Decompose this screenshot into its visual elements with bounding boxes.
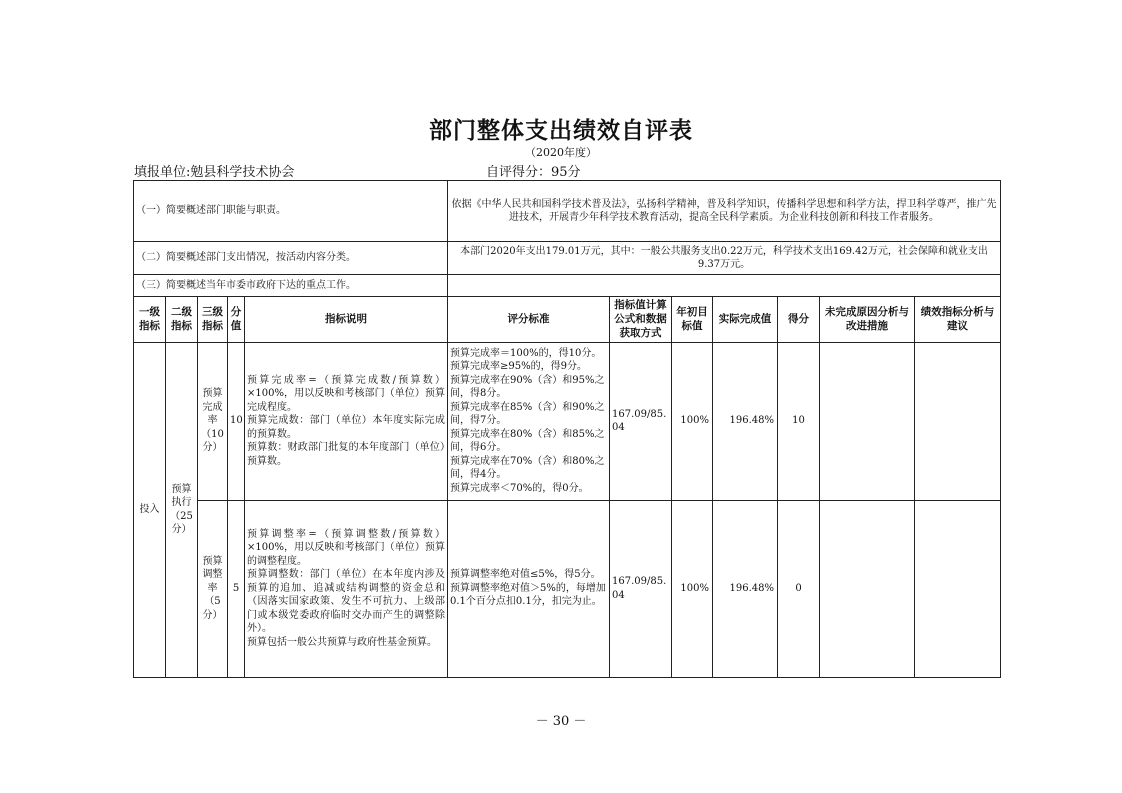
scoring-criteria: 预算调整率绝对值≤5%，得5分。 预算调整率绝对值＞5%的，每增加0.1个百分点扣0.1分，扣完为止。 <box>448 500 610 677</box>
target-value: 100% <box>672 500 713 677</box>
summary-row <box>134 275 1001 297</box>
level2-cell: 预算执行（25分） <box>166 342 198 677</box>
evaluation-table <box>133 180 1001 678</box>
column-header: 绩效指标分析与建议 <box>915 297 1001 343</box>
column-header: 三级指标 <box>198 297 228 343</box>
level1-cell: 投入 <box>134 342 166 677</box>
points-cell: 5 <box>228 500 245 677</box>
column-header: 得分 <box>778 297 820 343</box>
summary-answer: 本部门2020年支出179.01万元，其中：一般公共服务支出0.22万元，科学技术支出169.42万元，社会保障和就业支出9.37万元。 <box>448 242 1001 275</box>
scoring-criteria: 预算完成率＝100%的，得10分。 预算完成率≥95%的，得9分。 预算完成率在90%（含）和95%之间，得8分。 预算完成率在85%（含）和90%之间，得7分。 预算完成率在80%（含）和85%之间，得6分。 预算完成率在70%（含）和80%之间，得4分。 预算完成率＜70%的，得0分。 <box>448 342 610 500</box>
formula-cell: 167.09/85.04 <box>610 500 672 677</box>
indicator-description: 预算调整率=（预算调整数/预算数）×100%，用以反映和考核部门（单位）预算的调整程度。 预算调整数：部门（单位）在本年度内涉及预算的追加、追减或结构调整的资金总和（因落实国家政策、发生不可抗力、上级部门或本级党委政府临时交办而产生的调整除外）。 预算包括一般公共预算与政府性基金预算。 <box>245 500 448 677</box>
summary-row <box>134 242 1001 275</box>
summary-row <box>134 181 1001 242</box>
column-header: 指标说明 <box>245 297 448 343</box>
column-header: 年初目标值 <box>672 297 713 343</box>
summary-answer <box>448 275 1001 297</box>
summary-question: （三）简要概述当年市委市政府下达的重点工作。 <box>134 275 448 297</box>
column-header: 二级指标 <box>166 297 198 343</box>
page-title: 部门整体支出绩效自评表 <box>429 118 693 144</box>
actual-value: 196.48% <box>713 342 778 500</box>
report-year: （2020年度） <box>525 146 597 159</box>
level3-cell: 预算调整率（5分） <box>198 500 228 677</box>
summary-question: （一）简要概述部门职能与职责。 <box>134 181 448 242</box>
points-cell: 10 <box>228 342 245 500</box>
advice-cell <box>915 342 1001 500</box>
score-cell: 0 <box>778 500 820 677</box>
column-header: 一级指标 <box>134 297 166 343</box>
formula-cell: 167.09/85.04 <box>610 342 672 500</box>
column-header: 分值 <box>228 297 245 343</box>
column-header: 评分标准 <box>448 297 610 343</box>
level3-cell: 预算完成率（10分） <box>198 342 228 500</box>
reporting-unit: 填报单位:勉县科学技术协会 <box>134 165 295 180</box>
reason-cell <box>820 342 915 500</box>
summary-answer: 依据《中华人民共和国科学技术普及法》，弘扬科学精神，普及科学知识，传播科学思想和科学方法，捍卫科学尊严，推广先进技术，开展青少年科学技术教育活动，提高全民科学素质。为企业科技创新和科技工作者服务。 <box>448 181 1001 242</box>
reason-cell <box>820 500 915 677</box>
target-value: 100% <box>672 342 713 500</box>
summary-question: （二）简要概述部门支出情况，按活动内容分类。 <box>134 242 448 275</box>
table-row <box>134 342 1001 500</box>
self-score: 自评得分：95分 <box>486 165 581 180</box>
score-cell: 10 <box>778 342 820 500</box>
header-row <box>134 297 1001 343</box>
column-header: 指标值计算公式和数据获取方式 <box>610 297 672 343</box>
indicator-description: 预算完成率=（预算完成数/预算数）×100%，用以反映和考核部门（单位）预算完成程度。 预算完成数：部门（单位）本年度实际完成的预算数。 预算数：财政部门批复的本年度部门（单位）预算数。 <box>245 342 448 500</box>
table-row <box>134 500 1001 677</box>
column-header: 实际完成值 <box>713 297 778 343</box>
column-header: 未完成原因分析与改进措施 <box>820 297 915 343</box>
page-number: － 30 － <box>535 714 587 729</box>
actual-value: 196.48% <box>713 500 778 677</box>
advice-cell <box>915 500 1001 677</box>
